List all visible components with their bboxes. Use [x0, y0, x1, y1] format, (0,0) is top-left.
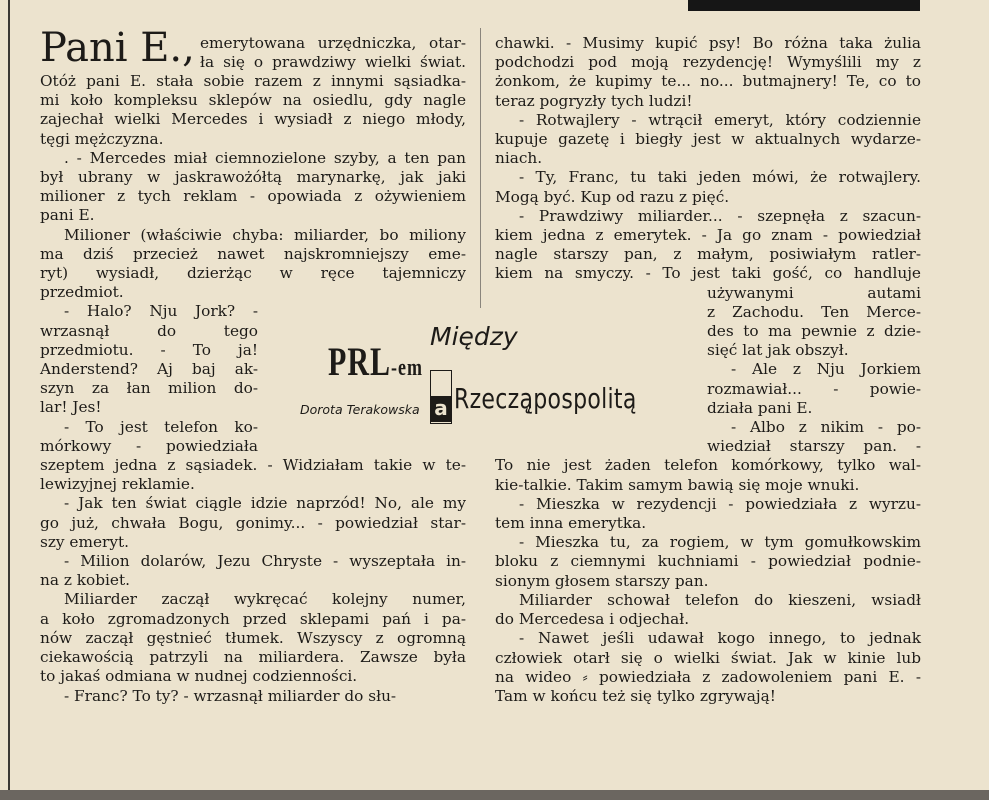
- text-line: nów zaczął gęstnieć tłumek. Wszyscy z ogromną: [40, 628, 466, 647]
- text-line: wiedział starszy pan. -: [707, 437, 921, 456]
- text-line: niach.: [495, 149, 543, 168]
- text-line: - Prawdziwy miliarder... - szepnęła z szacun-: [519, 206, 921, 225]
- text-line: - Franc? To ty? - wrzasnął miliarder do słu-: [64, 686, 397, 705]
- text-line: sięć lat jak obszył.: [707, 341, 849, 360]
- text-line: na wideo ⸗ powiedziała z zadowoleniem pani E. -: [495, 667, 921, 686]
- text-line: - Jak ten świat ciągle idzie naprzód! No, ale my: [64, 494, 466, 513]
- text-line: kiem jedna z emerytek. - Ja go znam - powiedział: [495, 226, 921, 245]
- text-line: zajechał wielki Mercedes i wysiadł z niego młody,: [40, 110, 466, 129]
- headline-line-2: ła się o prawdziwy wielki świat.: [200, 53, 466, 71]
- text-line: a koło zgromadzonych przed sklepami pań i pa-: [40, 609, 466, 628]
- text-line: szyn za łan milion do-: [40, 379, 258, 398]
- text-line: To nie jest żaden telefon komórkowy, tylko wal-: [495, 456, 921, 475]
- headline-name: Pani E.,: [40, 25, 195, 71]
- logo-a: a: [430, 396, 452, 422]
- left-border-rule: [8, 0, 10, 790]
- text-line: kie-talkie. Takim samym bawią się moje wnuki.: [495, 475, 860, 494]
- logo-author: Dorota Terakowska: [300, 402, 420, 417]
- text-line: rozmawiał... - powie-: [707, 379, 921, 398]
- text-line: używanymi autami: [707, 283, 921, 302]
- text-line: - To jest telefon ko-: [64, 417, 258, 436]
- text-line: Milioner (właściwie chyba: miliarder, bo miliony: [64, 225, 466, 244]
- text-line: - Nawet jeśli udawał kogo innego, to jednak: [519, 629, 921, 648]
- text-line: na z kobiet.: [40, 571, 130, 590]
- text-line: nagle starszy pan, z małym, posiwiałym ratler-: [495, 245, 921, 264]
- body-block-3: [495, 34, 921, 284]
- text-line: des to ma pewnie z dzie-: [707, 322, 921, 341]
- body-narrow-block-1: [40, 302, 258, 456]
- text-line: - Mieszka w rezydencji - powiedziała z wyrzu-: [519, 494, 921, 513]
- text-line: - Halo? Nju Jork? -: [64, 302, 258, 321]
- text-line: Otóż pani E. stała sobie razem z innymi sąsiadka-: [40, 72, 466, 90]
- text-line: bloku z ciemnymi kuchniami - powiedział podnie-: [495, 552, 921, 571]
- top-black-bar: [688, 0, 920, 11]
- body-block-2: [40, 456, 466, 706]
- text-line: człowiek otarł się o wielki świat. Jak w kinie lub: [495, 648, 921, 667]
- page-bottom-edge: [0, 790, 989, 800]
- text-line: - Ale z Nju Jorkiem: [731, 360, 921, 379]
- text-line: z Zachodu. Ten Merce-: [707, 302, 921, 321]
- text-line: - Ty, Franc, tu taki jeden mówi, że rotwajlery.: [519, 168, 921, 187]
- text-line: tęgi mężczyzna.: [40, 129, 164, 148]
- column-divider: [480, 28, 481, 308]
- text-line: podchodzi pod moją rezydencję! Wymyślili my z: [495, 53, 921, 72]
- logo-rzeczpospolita: Rzeczą̨pospolitą: [454, 384, 637, 416]
- text-line: Tam w końcu też się tylko zgrywają!: [495, 686, 776, 705]
- text-line: przedmiot.: [40, 283, 124, 302]
- body-block-1: [40, 72, 466, 302]
- column-right: [495, 34, 921, 706]
- text-line: tem inna emerytka.: [495, 514, 647, 533]
- logo-prl: PRL-em: [328, 340, 423, 385]
- body-block-4: [495, 456, 921, 706]
- text-line: sionym głosem starszy pan.: [495, 571, 709, 590]
- body-narrow-block-2: [707, 284, 921, 457]
- text-line: do Mercedesa i odjechał.: [495, 610, 690, 629]
- text-line: ciekawością patrzyli na miliardera. Zawsze była: [40, 648, 466, 667]
- text-line: lewizyjnej reklamie.: [40, 475, 195, 494]
- text-line: milioner z tych reklam - opowiada z ożywieniem: [40, 187, 466, 206]
- text-line: ma dziś przecież nawet najskromniejszy eme-: [40, 244, 466, 263]
- text-line: chawki. - Musimy kupić psy! Bo różna taka żulia: [495, 34, 921, 52]
- text-line: - Rotwajlery - wtrącił emeryt, który codziennie: [519, 110, 921, 129]
- text-line: teraz pogryzły tych ludzi!: [495, 91, 693, 110]
- text-line: - Albo z nikim - po-: [731, 418, 921, 437]
- text-line: pani E.: [40, 206, 95, 225]
- text-line: Mogą być. Kup od razu z pięć.: [495, 187, 730, 206]
- text-line: Miliarder zaczął wykręcać kolejny numer,: [64, 590, 466, 609]
- text-line: mórkowy - powiedziała: [40, 436, 258, 455]
- text-line: mi koło kompleksu sklepów na osiedlu, gdy nagle: [40, 91, 466, 110]
- text-line: Miliarder schował telefon do kieszeni, wsiadł: [519, 590, 921, 609]
- text-line: lar! Jes!: [40, 398, 102, 417]
- text-line: przedmiotu. - To ja!: [40, 340, 258, 359]
- text-line: żonkom, że kupimy te... no... butmajnery! Te, co to: [495, 72, 921, 91]
- text-line: kupuje gazetę i biegły jest w aktualnych wydarze-: [495, 130, 921, 149]
- text-line: Anderstend? Aj baj ak-: [40, 360, 258, 379]
- logo-miedzy: Między: [430, 322, 518, 351]
- text-line: ryt) wysiadł, dzierżąc w ręce tajemniczy: [40, 264, 466, 283]
- text-line: go już, chwała Bogu, gonimy... - powiedział star-: [40, 513, 466, 532]
- text-line: działa pani E.: [707, 398, 813, 417]
- text-line: był ubrany w jaskrawożółtą marynarkę, jak jaki: [40, 168, 466, 187]
- text-line: kiem na smyczy. - To jest taki gość, co handluje: [495, 264, 921, 283]
- text-line: szeptem jedna z sąsiadek. - Widziałam takie w te-: [40, 456, 466, 475]
- text-line: to jakaś odmiana w nudnej codzienności.: [40, 667, 358, 686]
- headline-line-1: emerytowana urzędniczka, otar-: [200, 34, 466, 52]
- text-line: szy emeryt.: [40, 532, 129, 551]
- text-line: - Milion dolarów, Jezu Chryste - wyszeptała in-: [64, 552, 466, 571]
- text-line: wrzasnął do tego: [40, 321, 258, 340]
- text-line: . - Mercedes miał ciemnozielone szyby, a ten pan: [64, 148, 466, 167]
- text-line: - Mieszka tu, za rogiem, w tym gomułkowskim: [519, 533, 921, 552]
